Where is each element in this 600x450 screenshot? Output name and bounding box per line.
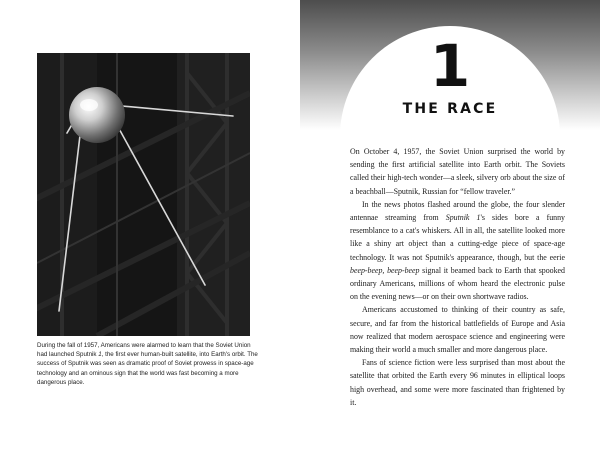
chapter-number: 1 — [429, 32, 471, 100]
paragraph-3: Americans accustomed to thinking of their country as safe, secure, and far from the historical battlefields of Europe and Asia now realized that modern aerospace science and engineering were making their world a much smaller and more dangerous place. — [350, 305, 565, 355]
chapter-body — [350, 145, 565, 409]
right-page — [300, 0, 600, 450]
paragraph-2: In the news photos flashed around the globe, the four slender antennae streaming from Sputnik 1's sides bore a funny resemblance to a cat's whiskers. All in all, the satellite looked more like a shiny art object than a cutting-edge piece of space-age technology. It was not Sputnik's appearance, though, but the eerie beep-beep, beep-beep signal it beamed back to Earth that spooked ordinary Americans, millions of whom heard the electronic pulse on the evening news—or on their own shortwave radios. — [350, 199, 565, 302]
paragraph-4: Fans of science fiction were less surprised than most about the satellite that orbited the Earth every 96 minutes in elliptical loops high overhead, and some were more fascinated than frightened by it. — [350, 358, 565, 407]
photo-caption: During the fall of 1957, Americans were alarmed to learn that the Soviet Union had launched Sputnik 1, the first ever human-built satellite, into Earth's orbit. The success of Sputnik was seen as dramatic proof of Soviet prowess in space-age technology and an ominous sign that the world was fast becoming a more dangerous place. — [37, 342, 258, 386]
sputnik-photo-illustration — [37, 53, 250, 336]
sputnik-photo — [37, 53, 250, 336]
chapter-title: THE RACE — [402, 101, 498, 117]
paragraph-1: On October 4, 1957, the Soviet Union surprised the world by sending the first artificial satellite into Earth orbit. The Soviets called their high-tech wonder—a sleek, silvery orb about the size of a beachball—Sputnik, Russian for “fellow traveler.” — [350, 147, 565, 196]
